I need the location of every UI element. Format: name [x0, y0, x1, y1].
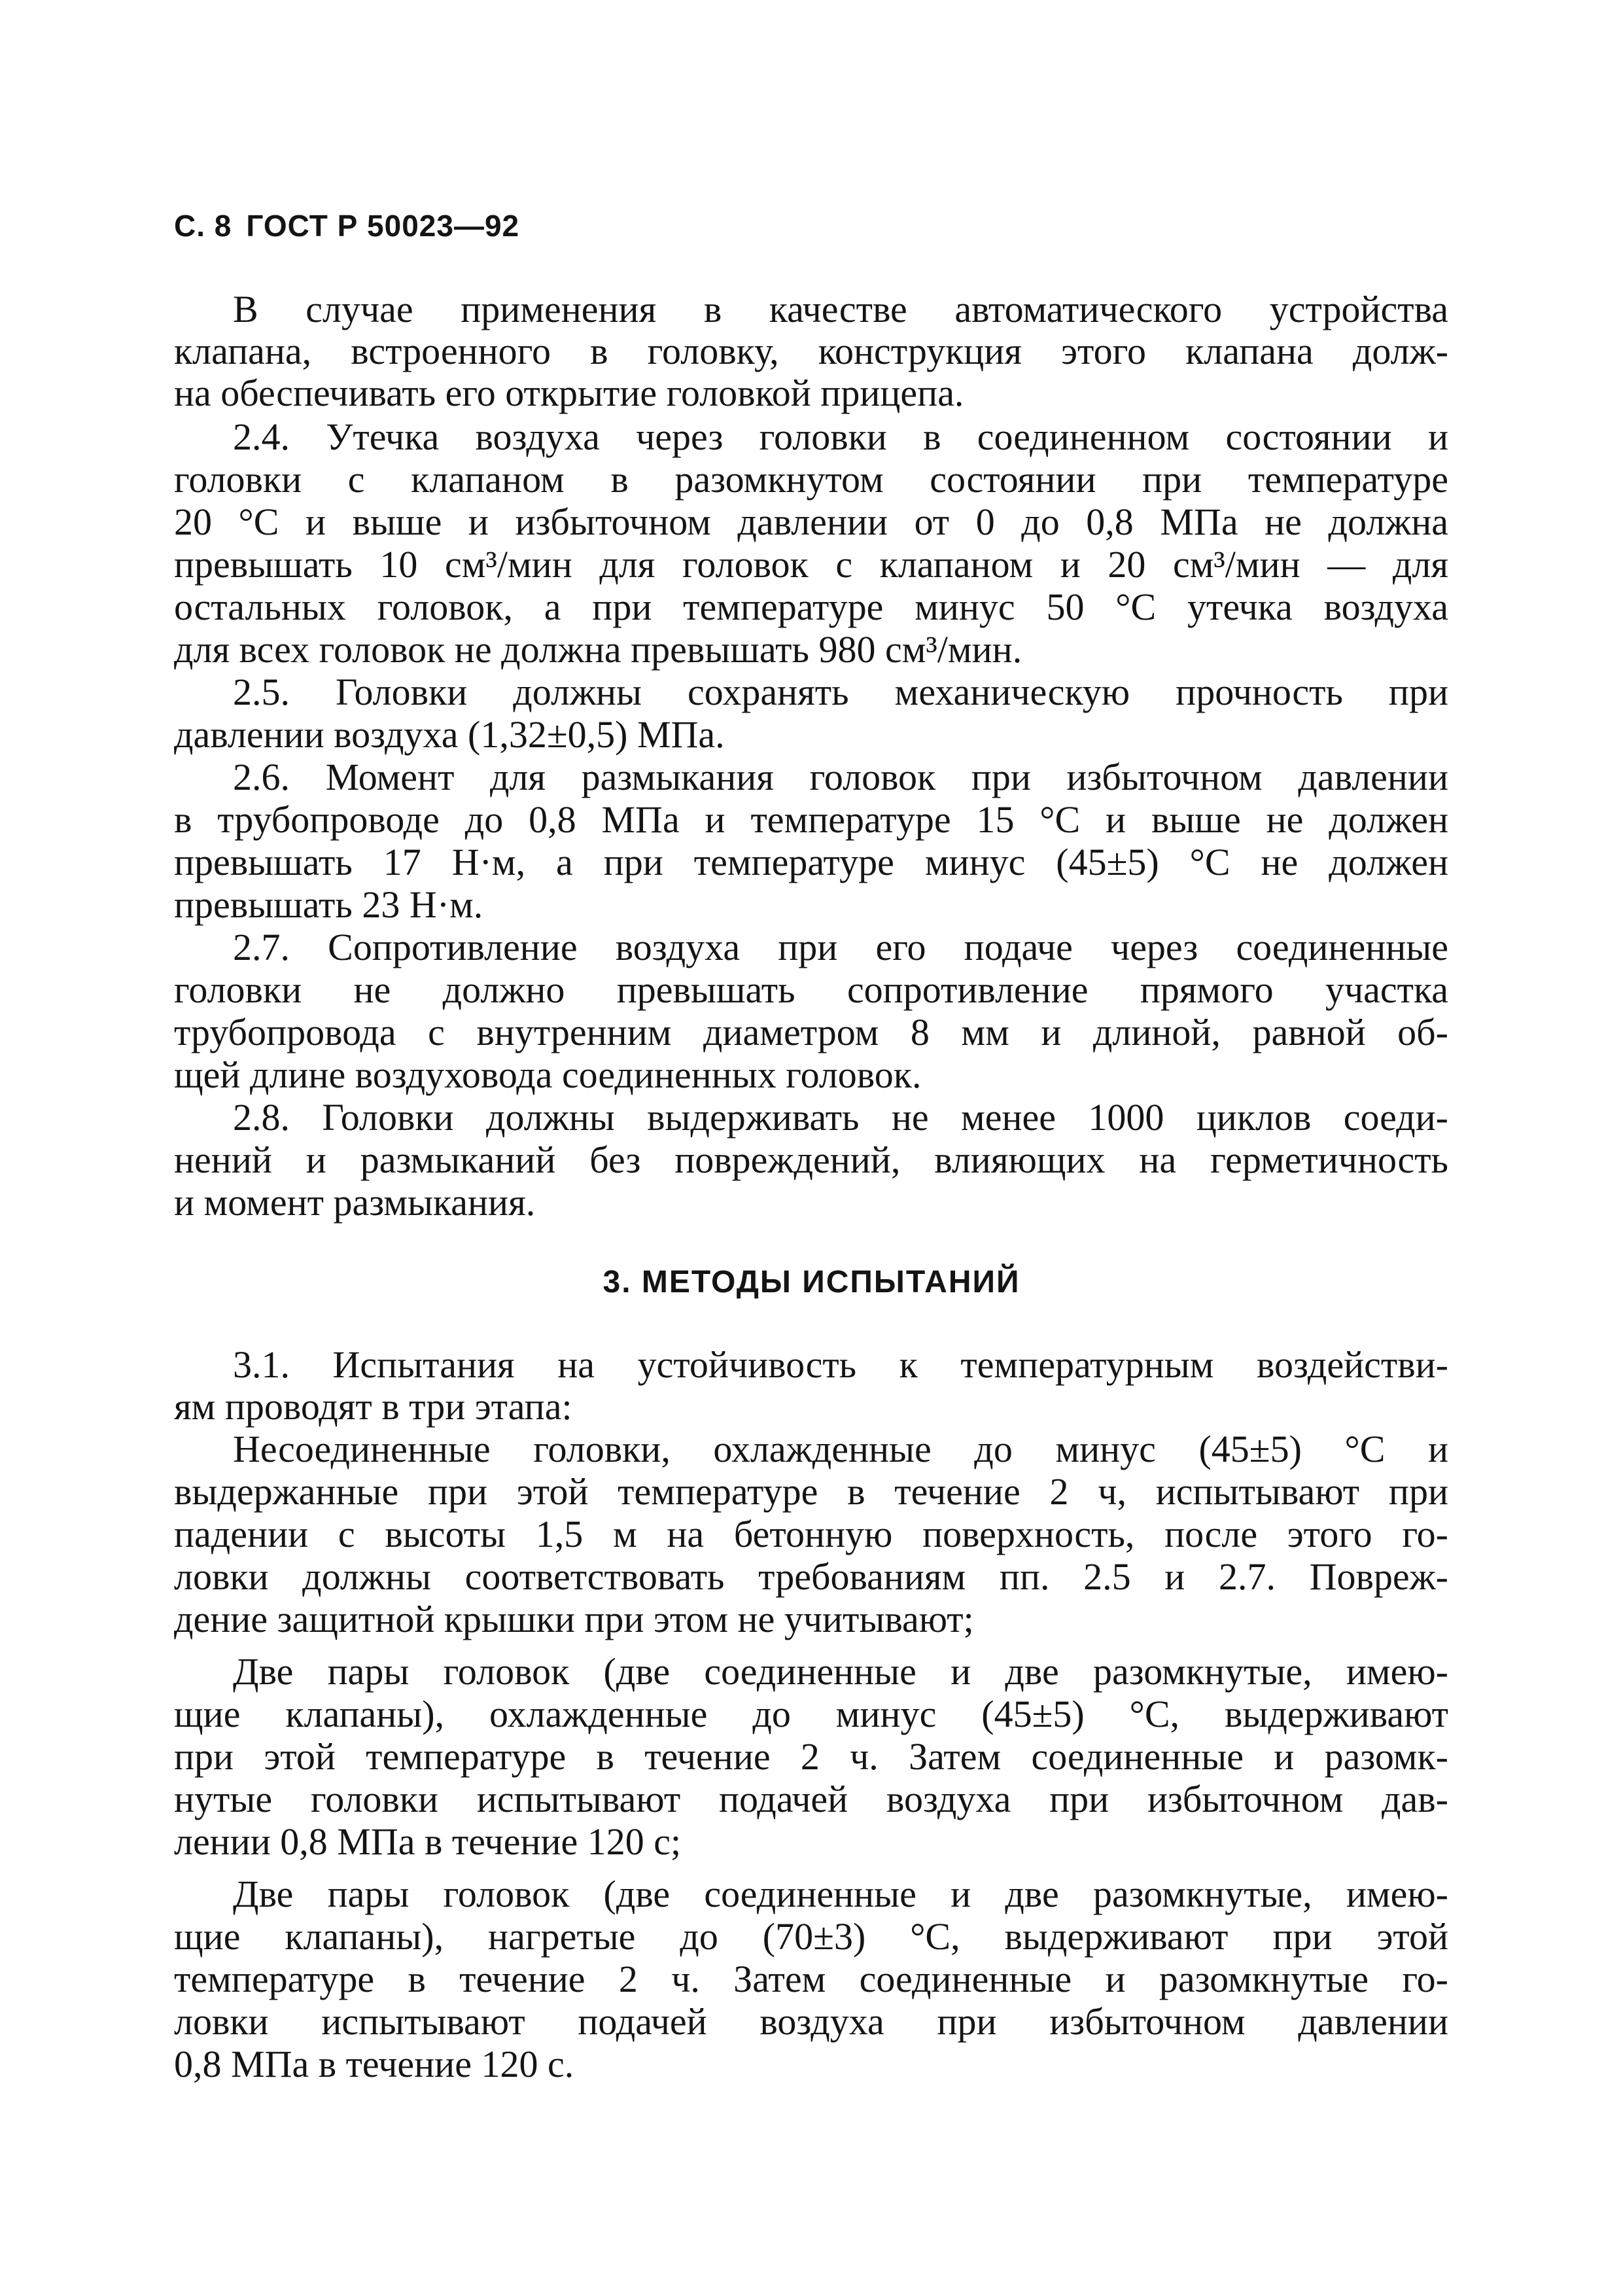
text-line: превышать 10 см³/мин для головок с клапаном и 20 см³/мин — для — [174, 543, 1448, 586]
text-line: температуре в течение 2 ч. Затем соединенные и разомкнутые го- — [174, 1958, 1448, 2000]
standard-designation: ГОСТ Р 50023—92 — [246, 209, 520, 243]
text-line: в трубопроводе до 0,8 МПа и температуре 15 °С и выше не должен — [174, 798, 1448, 841]
text-line: 2.4. Утечка воздуха через головки в соединенном состоянии и — [233, 415, 1448, 458]
text-line: 3.1. Испытания на устойчивость к температурным воздействи- — [233, 1343, 1448, 1386]
text-line: нений и размыканий без повреждений, влияющих на герметичность — [174, 1139, 1448, 1181]
text-line: 2.5. Головки должны сохранять механическую прочность при — [233, 671, 1448, 713]
text-line: Несоединенные головки, охлажденные до минус (45±5) °С и — [233, 1428, 1448, 1470]
text-line: трубопровода с внутренним диаметром 8 мм и длиной, равной об- — [174, 1011, 1448, 1053]
text-line: головки не должно превышать сопротивление прямого участка — [174, 968, 1448, 1011]
text-line: клапана, встроенного в головку, конструкция этого клапана долж- — [174, 330, 1448, 372]
text-line: нутые головки испытывают подачей воздуха при избыточном дав- — [174, 1778, 1448, 1820]
text-line: В случае применения в качестве автоматического устройства — [233, 288, 1448, 330]
text-line: и момент размыкания. — [174, 1181, 536, 1224]
section-title: 3. МЕТОДЫ ИСПЫТАНИЙ — [602, 1265, 1021, 1299]
page-number: С. 8 — [174, 209, 232, 243]
text-line: головки с клапаном в разомкнутом состоянии при температуре — [174, 458, 1448, 501]
text-line: при этой температуре в течение 2 ч. Затем соединенные и разомк- — [174, 1735, 1448, 1778]
text-line: давлении воздуха (1,32±0,5) МПа. — [174, 713, 725, 756]
text-line: 20 °С и выше и избыточном давлении от 0 до 0,8 МПа не должна — [174, 501, 1448, 543]
text-line: ям проводят в три этапа: — [174, 1385, 572, 1428]
text-line: превышать 23 Н·м. — [174, 883, 483, 926]
text-line: 2.7. Сопротивление воздуха при его подаче через соединенные — [233, 926, 1448, 968]
text-line: превышать 17 Н·м, а при температуре минус (45±5) °С не должен — [174, 841, 1448, 883]
text-line: ловки должны соответствовать требованиям пп. 2.5 и 2.7. Повреж- — [174, 1555, 1448, 1598]
text-line: ловки испытывают подачей воздуха при избыточном давлении — [174, 2000, 1448, 2043]
text-line: щие клапаны), охлажденные до минус (45±5) °С, выдерживают — [174, 1693, 1448, 1735]
text-line: 0,8 МПа в течение 120 с. — [174, 2043, 574, 2085]
text-line: падении с высоты 1,5 м на бетонную поверхность, после этого го- — [174, 1513, 1448, 1555]
text-line: Две пары головок (две соединенные и две разомкнутые, имею- — [233, 1650, 1448, 1693]
text-line: 2.8. Головки должны выдерживать не менее 1000 циклов соеди- — [233, 1096, 1448, 1139]
text-line: выдержанные при этой температуре в течение 2 ч, испытывают при — [174, 1470, 1448, 1513]
text-line: для всех головок не должна превышать 980 см³/мин. — [174, 628, 1022, 671]
text-line: лении 0,8 МПа в течение 120 с; — [174, 1820, 682, 1863]
text-line: остальных головок, а при температуре минус 50 °С утечка воздуха — [174, 586, 1448, 628]
text-line: щие клапаны), нагретые до (70±3) °С, выдерживают при этой — [174, 1915, 1448, 1958]
page-header — [174, 208, 519, 243]
text-line: щей длине воздуховода соединенных головок. — [174, 1053, 922, 1096]
text-line: на обеспечивать его открытие головкой прицепа. — [174, 372, 964, 414]
text-line: Две пары головок (две соединенные и две разомкнутые, имею- — [233, 1873, 1448, 1915]
text-line: дение защитной крышки при этом не учитывают; — [174, 1598, 974, 1640]
text-line: 2.6. Момент для размыкания головок при избыточном давлении — [233, 756, 1448, 798]
